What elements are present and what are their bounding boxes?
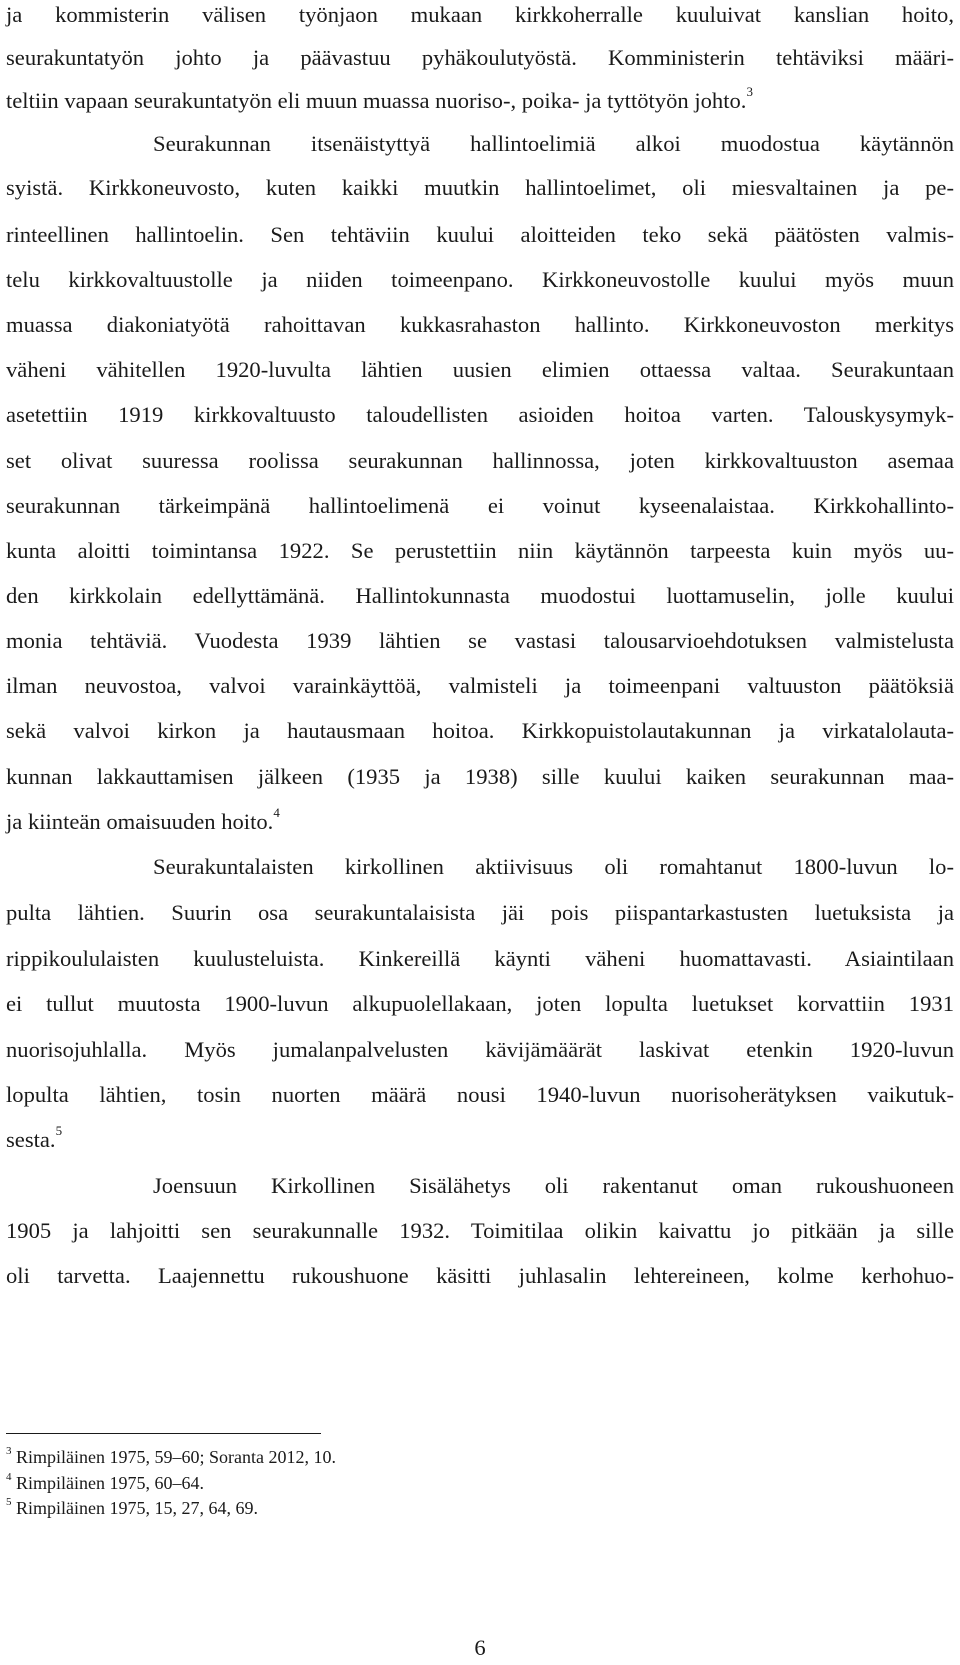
text-line: muassa diakoniatyötä rahoittavan kukkasrahaston hallinto. Kirkkoneuvoston merkitys	[6, 312, 954, 337]
footnote-ref: 5	[55, 1123, 63, 1139]
text-line	[6, 81, 954, 121]
text-line	[6, 802, 954, 842]
footnote-ref: 3	[746, 84, 753, 100]
text-line: 1905 ja lahjoitti sen seurakunnalle 1932. Toimitilaa olikin kaivattu jo pitkään ja sille	[6, 1218, 954, 1243]
footnote-number: 4	[6, 1471, 12, 1483]
line-text: ja kiinteän omaisuuden hoito.	[6, 809, 274, 834]
text-line: asetettiin 1919 kirkkovaltuusto taloudellisten asioiden hoitoa varten. Talouskysymyk-	[6, 402, 954, 427]
line-text: sesta.	[6, 1127, 56, 1152]
footnote-number: 3	[6, 1445, 12, 1457]
page-number: 6	[474, 1635, 486, 1660]
text-line: kunta aloitti toimintansa 1922. Se perustettiin niin käytännön tarpeesta kuin myös uu-	[6, 538, 954, 563]
text-line: Joensuun Kirkollinen Sisälähetys oli rakentanut oman rukoushuoneen	[153, 1173, 954, 1198]
text-line: den kirkkolain edellyttämänä. Hallintokunnasta muodostui luottamuselin, jolle kuului	[6, 583, 954, 608]
text-line: pulta lähtien. Suurin osa seurakuntalaisista jäi pois piispantarkastusten luetuksista ja	[6, 900, 954, 925]
text-line: seurakuntatyön johto ja päävastuu pyhäkoulutyöstä. Komministerin tehtäviksi määri-	[6, 45, 954, 70]
footnote-ref: 4	[273, 805, 280, 821]
line-text: teltiin vapaan seurakuntatyön eli muun muassa nuoriso-, poika- ja tyttötyön johto.	[6, 88, 747, 113]
text-line: ei tullut muutosta 1900-luvun alkupuolellakaan, joten lopulta luetukset korvattiin 1931	[6, 991, 954, 1016]
text-line: syistä. Kirkkoneuvosto, kuten kaikki muutkin hallintoelimet, oli miesvaltainen ja pe-	[6, 175, 954, 200]
text-line: seurakunnan tärkeimpänä hallintoelimenä ei voinut kyseenalaistaa. Kirkkohallinto-	[6, 493, 954, 518]
text-line: ilman neuvostoa, valvoi varainkäyttöä, valmisteli ja toimeenpani valtuuston päätöksiä	[6, 673, 954, 698]
text-line: Seurakuntalaisten kirkollinen aktiivisuus oli romahtanut 1800-luvun lo-	[153, 854, 954, 879]
text-line: ja kommisterin välisen työnjaon mukaan kirkkoherralle kuuluivat kanslian hoito,	[6, 2, 954, 27]
text-line: monia tehtäviä. Vuodesta 1939 lähtien se vastasi talousarvioehdotuksen valmistelusta	[6, 628, 954, 653]
text-line: sekä valvoi kirkon ja hautausmaan hoitoa. Kirkkopuistolautakunnan ja virkatalolauta-	[6, 718, 954, 743]
footnote-5	[6, 1497, 258, 1519]
text-line	[6, 1120, 954, 1160]
text-line: telu kirkkovaltuustolle ja niiden toimeenpano. Kirkkoneuvostolle kuului myös muun	[6, 267, 954, 292]
text-line: väheni vähitellen 1920-luvulta lähtien uusien elimien ottaessa valtaa. Seurakuntaan	[6, 357, 954, 382]
text-line: set olivat suuressa roolissa seurakunnan hallinnossa, joten kirkkovaltuuston asemaa	[6, 448, 954, 473]
footnote-3	[6, 1446, 336, 1468]
footnote-text: Rimpiläinen 1975, 60–64.	[16, 1473, 204, 1493]
text-line: rinteellinen hallintoelin. Sen tehtäviin kuului aloitteiden teko sekä päätösten valmis-	[6, 222, 954, 247]
footnote-separator	[6, 1433, 321, 1434]
text-line: oli tarvetta. Laajennettu rukoushuone käsitti juhlasalin lehtereineen, kolme kerhohuo-	[6, 1263, 954, 1288]
footnote-number: 5	[6, 1496, 12, 1508]
text-line: rippikoululaisten kuulusteluista. Kinkereillä käynti väheni huomattavasti. Asiaintilaan	[6, 946, 954, 971]
text-line: nuorisojuhlalla. Myös jumalanpalvelusten kävijämäärät laskivat etenkin 1920-luvun	[6, 1037, 954, 1062]
text-line: lopulta lähtien, tosin nuorten määrä nousi 1940-luvun nuorisoherätyksen vaikutuk-	[6, 1082, 954, 1107]
footnote-text: Rimpiläinen 1975, 59–60; Soranta 2012, 10.	[16, 1447, 336, 1467]
footnote-4	[6, 1472, 204, 1494]
footnote-text: Rimpiläinen 1975, 15, 27, 64, 69.	[16, 1498, 258, 1518]
text-line: Seurakunnan itsenäistyttyä hallintoelimiä alkoi muodostua käytännön	[153, 131, 954, 156]
text-line: kunnan lakkauttamisen jälkeen (1935 ja 1938) sille kuului kaiken seurakunnan maa-	[6, 764, 954, 789]
